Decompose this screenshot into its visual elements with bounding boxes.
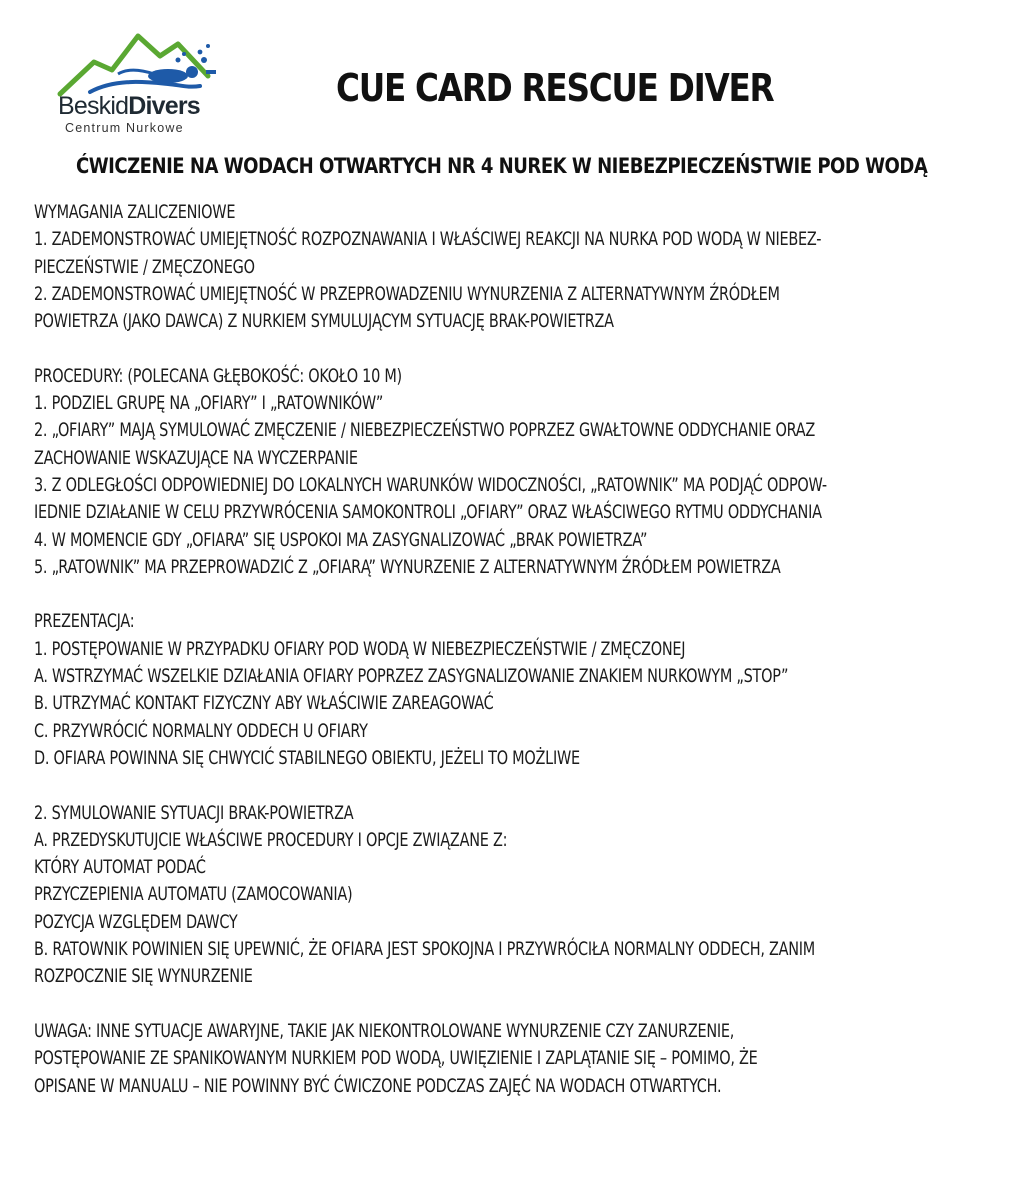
content-line: ZACHOWANIE WSKAZUJĄCE NA WYCZERPANIE	[34, 446, 358, 469]
content-line: POWIETRZA (JAKO DAWCA) Z NURKIEM SYMULUJĄCYM SYTUACJĘ BRAK-POWIETRZA	[34, 310, 614, 333]
content-line: B. RATOWNIK POWINIEN SIĘ UPEWNIĆ, ŻE OFIARA JEST SPOKOJNA I PRZYWRÓCIŁA NORMALNY ODDECH, ZANIM	[34, 938, 816, 961]
content-line: UWAGA: INNE SYTUACJE AWARYJNE, TAKIE JAK NIEKONTROLOWANE WYNURZENIE CZY ZANURZENIE,	[34, 1019, 735, 1042]
content-line: POSTĘPOWANIE ZE SPANIKOWANYM NURKIEM POD WODĄ, UWIĘZIENIE I ZAPLĄTANIE SIĘ – POMIMO, ŻE	[34, 1047, 758, 1070]
content-line: C. PRZYWRÓCIĆ NORMALNY ODDECH U OFIARY	[34, 719, 368, 742]
content-line: 1. POSTĘPOWANIE W PRZYPADKU OFIARY POD WODĄ W NIEBEZPIECZEŃSTWIE / ZMĘCZONEJ	[34, 637, 686, 660]
content-line: WYMAGANIA ZALICZENIOWE	[34, 201, 236, 223]
content-line: 2. ZADEMONSTROWAĆ UMIEJĘTNOŚĆ W PRZEPROWADZENIU WYNURZENIA Z ALTERNATYWNYM ŹRÓDŁEM	[34, 282, 780, 305]
content-line: 3. Z ODLEGŁOŚCI ODPOWIEDNIEJ DO LOKALNYCH WARUNKÓW WIDOCZNOŚCI, „RATOWNIK” MA PODJĄĆ ODPOW-	[34, 473, 827, 496]
content-line: PREZENTACJA:	[34, 610, 135, 633]
section-gap	[34, 991, 964, 1018]
content-line: 1. ZADEMONSTROWAĆ UMIEJĘTNOŚĆ ROZPOZNAWANIA I WŁAŚCIWEJ REAKCJI NA NURKA POD WODĄ W NIEBEZ-	[34, 228, 822, 251]
content-line: PRZYCZEPIENIA AUTOMATU (ZAMOCOWANIA)	[34, 883, 353, 906]
content-line: D. OFIARA POWINNA SIĘ CHWYCIĆ STABILNEGO OBIEKTU, JEŻELI TO MOŻLIWE	[34, 746, 580, 769]
mountain-diver-icon	[56, 30, 226, 100]
brand-prefix: Beskid	[58, 92, 129, 120]
section-gap	[34, 581, 964, 608]
content-line: PIECZEŃSTWIE / ZMĘCZONEGO	[34, 255, 255, 278]
content-line: 1. PODZIEL GRUPĘ NA „OFIARY” I „RATOWNIKÓW”	[34, 392, 384, 415]
content-line: KTÓRY AUTOMAT PODAĆ	[34, 856, 206, 879]
logo	[56, 30, 226, 136]
content-line: IEDNIE DZIAŁANIE W CELU PRZYWRÓCENIA SAMOKONTROLI „OFIARY” ORAZ WŁAŚCIWEGO RYTMU ODDYCHANIA	[34, 501, 822, 524]
content-line: POZYCJA WZGLĘDEM DAWCY	[34, 910, 238, 933]
content-line: PROCEDURY: (POLECANA GŁĘBOKOŚĆ: OKOŁO 10 M)	[34, 364, 402, 387]
content-line: 2. SYMULOWANIE SYTUACJI BRAK-POWIETRZA	[34, 801, 354, 824]
exercise-subtitle: ĆWICZENIE NA WODACH OTWARTYCH NR 4 NUREK W NIEBEZPIECZEŃSTWIE POD WODĄ	[76, 154, 928, 178]
section-gap	[34, 772, 964, 799]
content-line: ROZPOCZNIE SIĘ WYNURZENIE	[34, 965, 253, 988]
content-line: A. PRZEDYSKUTUJCIE WŁAŚCIWE PROCEDURY I OPCJE ZWIĄZANE Z:	[34, 828, 508, 851]
brand-name	[58, 92, 200, 121]
content-line: 4. W MOMENCIE GDY „OFIARA” SIĘ USPOKOI MA ZASYGNALIZOWAĆ „BRAK POWIETRZA”	[34, 528, 648, 551]
section-gap	[34, 335, 964, 362]
content-line: OPISANE W MANUALU – NIE POWINNY BYĆ ĆWICZONE PODCZAS ZAJĘĆ NA WODACH OTWARTYCH.	[34, 1074, 722, 1097]
content-line: B. UTRZYMAĆ KONTAKT FIZYCZNY ABY WŁAŚCIWIE ZAREAGOWAĆ	[34, 692, 494, 715]
content-body	[34, 199, 964, 1100]
content-line: A. WSTRZYMAĆ WSZELKIE DZIAŁANIA OFIARY POPRZEZ ZASYGNALIZOWANIE ZNAKIEM NURKOWYM „STOP”	[34, 665, 789, 688]
brand-bold: Divers	[128, 92, 200, 120]
content-line: 5. „RATOWNIK” MA PRZEPROWADZIĆ Z „OFIARĄ” WYNURZENIE Z ALTERNATYWNYM ŹRÓDŁEM POWIETRZA	[34, 555, 781, 578]
brand-subtitle: Centrum Nurkowe	[65, 121, 184, 135]
page-title: CUE CARD RESCUE DIVER	[336, 66, 774, 110]
content-line: 2. „OFIARY” MAJĄ SYMULOWAĆ ZMĘCZENIE / NIEBEZPIECZEŃSTWO POPRZEZ GWAŁTOWNE ODDYCHANIE ORAZ	[34, 419, 816, 442]
